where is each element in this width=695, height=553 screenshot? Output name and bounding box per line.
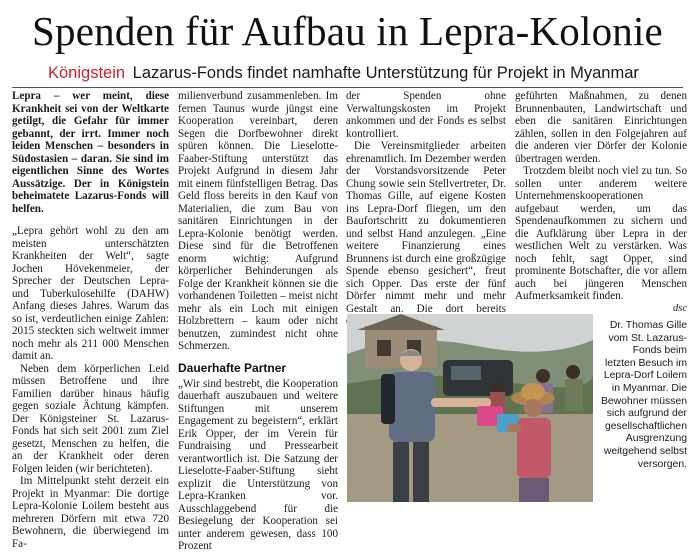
body-paragraph: „Lepra gehört wohl zu den am meisten unterschätzten Krankheiten der Welt“, sagte Jochen Hövekenmeier, der Sprecher der Deutschen Lepra- und Tuberkulosehilfe (DAHW) Anfang dieses Jahres. Warum das so ist, verdeutlichen einige Zahlen: 2015 steckten sich weltweit immer noch mehr als 211 000 Menschen damit an. xyxy=(12,225,169,362)
body-paragraph: Im Mittelpunkt steht derzeit ein Projekt in Myanmar: Die dortige Lepra-Kolonie Loilem besteht aus mehreren Dörfern mit etwa 720 Bewohnern, die überwiegend im Fa- xyxy=(12,475,169,550)
article-photo xyxy=(347,314,593,502)
headline: Spenden für Aufbau in Lepra-Kolonie xyxy=(32,8,663,54)
column-3 xyxy=(346,90,506,315)
body-paragraph: milienverbund zusammenleben. Im fernen Taunus wurde jüngst eine Kooperation vereinbart, deren Segen die Dorfbewohner direkt spüren können. Die Lieselotte-Faaber-Stiftung unterstützt das Projekt Aufgrund in diesem Jahr mit einem fünfstelligen Betrag. Das Geld floss bereits in den Kauf von Materialien, die zum Bau von sanitären Einrichtungen in der Lepra-Kolonie benötigt werden. Diese sind für die Betroffenen enorm wichtig: Aufgrund körperlicher Behinderungen als Folge der Krankheit können sie die vorhandenen Toiletten – meist nicht mehr als ein Loch mit einigen Holzbrettern – kaum oder nicht benutzen, zumindest nicht ohne Schmerzen. xyxy=(178,90,338,352)
body-paragraph: „Wir sind bestrebt, die Kooperation dauerhaft auszubauen und weitere Stiftungen mit unserem Engagement zu begeistern“, erklärt Erik Opper, der im Verein für Fundraising und Pressearbeit verantwortlich ist. Die Satzung der Lieselotte-Faaber-Stiftung sieht explizit die Unterstützung von Lepra-Kranken vor. Ausschlaggebend für die Besiegelung der Kooperation sei unter anderem gewesen, dass 100 Prozent xyxy=(178,377,338,552)
headline-rule xyxy=(12,87,683,88)
column-1 xyxy=(12,90,169,550)
body-paragraph: Die Vereinsmitglieder arbeiten ehrenamtlich. Im Dezember werden der Vorstandsvorsitzende Peter Chung sowie sein Stellvertreter, Dr. Thomas Gille, auf eigene Kosten ins Lepra-Dorf fliegen, um den Baufortschritt zu dokumentieren und selbst Hand anzulegen. „Eine weitere Finanzierung eines Brunnens ist durch eine großzügige Spende ebenso gesichert“, freut sich Opper. Das erste der fünf Dörfer nimmt mehr und mehr Gestalt an. Die dort bereits xyxy=(346,140,506,315)
location-kicker: Königstein xyxy=(48,64,126,82)
photo-caption: Dr. Thomas Gille vom St. Lazarus-Fonds beim letzten Besuch im Lepra-Dorf Loilem in Myanmar. Die Bewohner müssen sich aufgrund der gesellschaftlichen Ausgrenzung weitgehend selbst versorgen. xyxy=(600,320,687,470)
deck-text: Lazarus-Fonds findet namhafte Unterstützung für Projekt in Myanmar xyxy=(132,64,639,82)
author-initials: dsc xyxy=(673,302,687,314)
column-2 xyxy=(178,90,338,552)
photo-illustration xyxy=(347,314,593,502)
section-subhead: Dauerhafte Partner xyxy=(178,360,287,375)
lead-paragraph: Lepra – wer meint, diese Krankheit sei von der Weltkarte getilgt, die Gefahr für immer gebannt, der irrt. Immer noch leiden Menschen – besonders in Südostasien – daran. Sie sind im eigentlichen Sinne des Wortes Aussätzige. Der in Königstein beheimatete Lazarus-Fonds will helfen. xyxy=(12,90,169,215)
body-paragraph: Neben dem körperlichen Leid müssen Betroffene und ihre Familien darüber hinaus häufig gegen soziale Ächtung kämpfen. Der Königsteiner St. Lazarus-Fonds hat sich seit 2001 zum Ziel gesetzt, Menschen zu helfen, die an der Krankheit oder deren Folgen leiden (wir berichteten). xyxy=(12,362,169,475)
column-4 xyxy=(515,90,687,312)
body-paragraph: geführten Maßnahmen, zu denen Brunnenbauten, Landwirtschaft und eben die sanitären Einrichtungen zählen, sollen in den Folgejahren auf die anderen vier Dörfer der Kolonie übertragen werden. xyxy=(515,90,687,165)
body-paragraph: der Spenden ohne Verwaltungskosten im Projekt ankommen und der Fonds es selbst kontrolliert. xyxy=(346,90,506,140)
subheadline xyxy=(48,62,688,84)
body-paragraph: Trotzdem bleibt noch viel zu tun. So sollen unter anderem weitere Unternehmenskooperationen aufgebaut werden, um das Spendenaufkommen zu sichern und die Aufklärung über Lepra in der westlichen Welt zu verstärken. Was noch fehlt, sagt Opper, sind prominente Botschafter, die vor allem auch bei jüngeren Menschen Aufmerksamkeit finden. xyxy=(515,165,687,302)
